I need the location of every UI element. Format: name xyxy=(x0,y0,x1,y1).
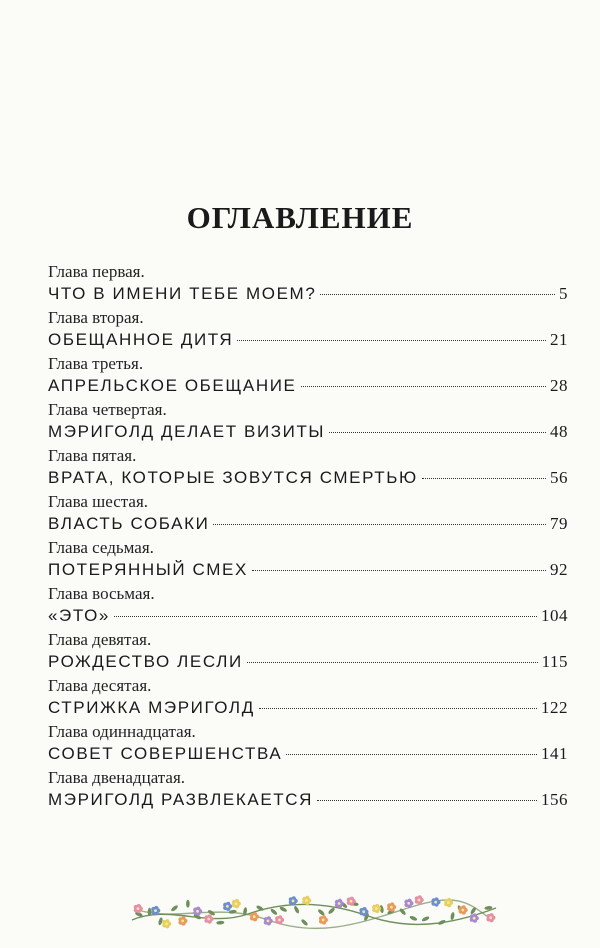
chapter-number: Глава двенадцатая. xyxy=(48,768,186,787)
page-number: 5 xyxy=(559,284,568,303)
toc-entry[interactable] xyxy=(48,630,568,676)
chapter-title: РОЖДЕСТВО ЛЕСЛИ xyxy=(48,652,243,671)
page-number: 48 xyxy=(550,422,568,441)
toc-entry[interactable] xyxy=(48,446,568,492)
dot-leader xyxy=(301,386,547,387)
chapter-title: «ЭТО» xyxy=(48,606,110,625)
table-of-contents xyxy=(48,262,568,814)
page-number: 141 xyxy=(541,744,568,763)
chapter-number: Глава седьмая. xyxy=(48,538,154,557)
toc-entry[interactable] xyxy=(48,676,568,722)
chapter-title: ОБЕЩАННОЕ ДИТЯ xyxy=(48,330,234,349)
chapter-title: МЭРИГОЛД РАЗВЛЕКАЕТСЯ xyxy=(48,790,313,809)
chapter-number: Глава третья. xyxy=(48,354,144,373)
chapter-number: Глава восьмая. xyxy=(48,584,155,603)
chapter-number: Глава четвертая. xyxy=(48,400,167,419)
floral-garland-icon xyxy=(128,890,500,934)
chapter-number: Глава одиннадцатая. xyxy=(48,722,196,741)
page-number: 104 xyxy=(541,606,568,625)
chapter-number: Глава девятая. xyxy=(48,630,152,649)
chapter-title: ВЛАСТЬ СОБАКИ xyxy=(48,514,210,533)
page-number: 56 xyxy=(550,468,568,487)
dot-leader xyxy=(317,800,537,801)
chapter-title: МЭРИГОЛД ДЕЛАЕТ ВИЗИТЫ xyxy=(48,422,326,441)
toc-entry[interactable] xyxy=(48,492,568,538)
dot-leader xyxy=(114,616,537,617)
chapter-title: ПОТЕРЯННЫЙ СМЕХ xyxy=(48,560,248,579)
dot-leader xyxy=(320,294,555,295)
dot-leader xyxy=(329,432,546,433)
dot-leader xyxy=(286,754,537,755)
dot-leader xyxy=(252,570,546,571)
chapter-number: Глава десятая. xyxy=(48,676,152,695)
chapter-title: АПРЕЛЬСКОЕ ОБЕЩАНИЕ xyxy=(48,376,297,395)
dot-leader xyxy=(422,478,546,479)
toc-entry[interactable] xyxy=(48,722,568,768)
page-number: 21 xyxy=(550,330,568,349)
chapter-number: Глава пятая. xyxy=(48,446,137,465)
page-number: 122 xyxy=(541,698,568,717)
page-title: ОГЛАВЛЕНИЕ xyxy=(186,200,414,235)
toc-entry[interactable] xyxy=(48,354,568,400)
page-number: 28 xyxy=(550,376,568,395)
chapter-number: Глава шестая. xyxy=(48,492,149,511)
chapter-title: ЧТО В ИМЕНИ ТЕБЕ МОЕМ? xyxy=(48,284,317,303)
chapter-title: СОВЕТ СОВЕРШЕНСТВА xyxy=(48,744,283,763)
chapter-title: СТРИЖКА МЭРИГОЛД xyxy=(48,698,255,717)
chapter-number: Глава вторая. xyxy=(48,308,144,327)
toc-entry[interactable] xyxy=(48,400,568,446)
dot-leader xyxy=(259,708,537,709)
toc-entry[interactable] xyxy=(48,262,568,308)
page-number: 156 xyxy=(541,790,568,809)
chapter-number: Глава первая. xyxy=(48,262,145,281)
toc-entry[interactable] xyxy=(48,538,568,584)
page-number: 115 xyxy=(541,652,568,671)
dot-leader xyxy=(247,662,538,663)
dot-leader xyxy=(237,340,546,341)
dot-leader xyxy=(213,524,546,525)
page-number: 92 xyxy=(550,560,568,579)
toc-entry[interactable] xyxy=(48,768,568,814)
toc-entry[interactable] xyxy=(48,308,568,354)
chapter-title: ВРАТА, КОТОРЫЕ ЗОВУТСЯ СМЕРТЬЮ xyxy=(48,468,418,487)
page-number: 79 xyxy=(550,514,568,533)
toc-entry[interactable] xyxy=(48,584,568,630)
